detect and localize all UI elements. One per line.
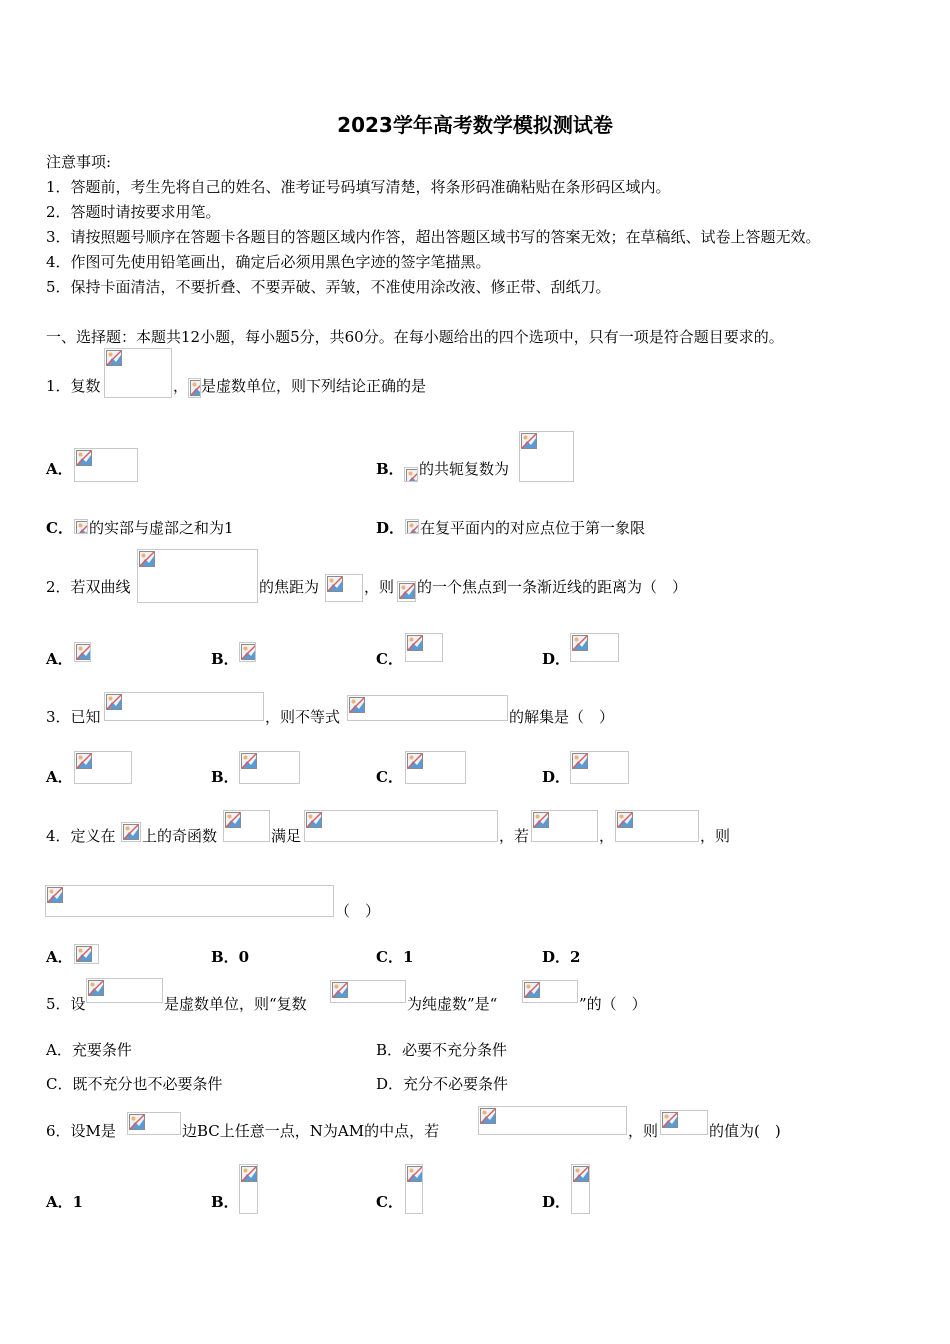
q3-text: 3．已知 [46,708,101,726]
broken-image-icon [139,551,155,567]
formula-image [74,751,132,784]
option-b-label: B． [211,768,239,786]
option-a-label: A． [46,768,73,786]
formula-image [570,751,629,784]
q6-text: 边BC上任意一点，N为AM的中点，若 [182,1122,440,1140]
option-b-label: B． [211,650,239,668]
formula-image [571,1164,590,1214]
formula-image [660,1110,708,1135]
option-a-label: A． [46,948,73,966]
broken-image-icon [349,697,365,713]
broken-image-icon [306,812,322,828]
q2-text: ，则 [364,578,395,596]
notice-heading: 注意事项: [46,153,112,171]
section-heading: 一、选择题：本题共12小题，每小题5分，共60分。在每小题给出的四个选项中，只有一项是符合题目要求的。 [46,328,784,346]
formula-image [325,574,363,602]
option-d-label: D． [376,519,405,537]
broken-image-icon [241,753,257,769]
option-b: B．必要不充分条件 [376,1041,508,1059]
option-b-label: B． [376,460,404,478]
broken-image-icon [573,1166,589,1182]
q4-text: 4．定义在 [46,827,116,845]
formula-image [405,633,443,662]
q3-text: 的解集是（ ） [509,708,615,726]
broken-image-icon [190,380,201,396]
option-d: D．充分不必要条件 [376,1075,509,1093]
option-a-label: A． [46,460,73,478]
broken-image-icon [406,469,418,482]
broken-image-icon [521,433,537,449]
broken-image-icon [123,824,139,840]
broken-image-icon [399,583,415,599]
q4-text: ， [599,827,615,845]
formula-image [522,980,578,1003]
formula-image [304,810,498,842]
formula-image [127,1112,181,1135]
q5-text: 5．设 [46,995,86,1013]
formula-image [86,978,163,1003]
broken-image-icon [76,450,92,466]
broken-image-icon [76,644,91,660]
formula-image [104,692,264,721]
broken-image-icon [241,1166,257,1182]
broken-image-icon [327,576,343,592]
option-a-label: A． [46,650,73,668]
formula-image [74,448,138,482]
formula-image [121,822,141,842]
broken-image-icon [88,980,104,996]
q2-text: 的一个焦点到一条渐近线的距离为（ ） [417,578,688,596]
q5-text: 为纯虚数”是“ [407,995,498,1013]
formula-image [74,944,99,964]
formula-image [330,980,406,1003]
q4-text: ，若 [499,827,530,845]
formula-image [404,467,418,482]
option-b-label: B． [211,1193,239,1211]
option-c: C．既不充分也不必要条件 [46,1075,223,1093]
option-d: D．2 [542,948,581,966]
q2-text: 2．若双曲线 [46,578,131,596]
formula-image [239,1164,258,1214]
q4-text: 满足 [271,827,302,845]
formula-image [405,1164,423,1214]
q3-text: ，则不等式 [265,708,341,726]
option-b-text: 的共轭复数为 [419,460,510,478]
broken-image-icon [572,753,588,769]
broken-image-icon [662,1112,678,1128]
option-d-label: D． [542,1193,571,1211]
option-d-label: D． [542,650,571,668]
option-c-label: C． [376,1193,403,1211]
q1-text: 1．复数 [46,377,101,395]
broken-image-icon [76,521,88,534]
q4-text: 上的奇函数 [142,827,218,845]
formula-image [397,581,416,602]
broken-image-icon [524,982,540,998]
broken-image-icon [106,694,122,710]
broken-image-icon [407,521,419,534]
option-c-label: C． [376,650,403,668]
option-a: A．充要条件 [46,1041,132,1059]
formula-image [45,885,334,917]
broken-image-icon [480,1108,496,1124]
q6-text: 的值为( ) [709,1122,781,1140]
broken-image-icon [225,812,241,828]
formula-image [531,810,598,842]
q5-text: ”的（ ） [579,995,647,1013]
formula-image [188,378,201,398]
broken-image-icon [407,1166,423,1182]
option-c: C．1 [376,948,414,966]
notice-item: 5．保持卡面清洁，不要折叠、不要弄破、弄皱，不准使用涂改液、修正带、刮纸刀。 [46,278,611,296]
formula-image [239,642,256,662]
option-c-label: C． [376,768,403,786]
broken-image-icon [533,812,549,828]
formula-image [347,695,508,721]
broken-image-icon [129,1114,145,1130]
broken-image-icon [407,635,423,651]
q1-text: ， [173,377,189,395]
option-d-text: 在复平面内的对应点位于第一象限 [420,519,646,537]
option-c-text: 的实部与虚部之和为1 [89,519,234,537]
formula-image [74,642,91,662]
q4-text: ，则 [700,827,731,845]
formula-image [615,810,699,842]
option-c-label: C． [46,519,73,537]
formula-image [405,519,419,534]
formula-image [519,431,574,482]
broken-image-icon [47,887,63,903]
notice-item: 4．作图可先使用铅笔画出，确定后必须用黑色字迹的签字笔描黑。 [46,253,491,271]
q6-text: 6．设M是 [46,1122,116,1140]
broken-image-icon [76,753,92,769]
formula-image [223,810,270,842]
notice-item: 2．答题时请按要求用笔。 [46,203,221,221]
formula-image [405,751,466,784]
formula-image [104,348,172,398]
notice-item: 3．请按照题号顺序在答题卡各题目的答题区域内作答，超出答题区域书写的答案无效；在草稿纸、试卷上答题无效。 [46,228,821,246]
option-a: A．1 [46,1193,84,1211]
formula-image [239,751,300,784]
broken-image-icon [76,946,92,962]
q1-text: 是虚数单位，则下列结论正确的是 [201,377,427,395]
page-title: 2023学年高考数学模拟测试卷 [337,113,613,137]
q4-text: （ ） [335,902,381,920]
formula-image [570,633,619,662]
broken-image-icon [617,812,633,828]
broken-image-icon [572,635,588,651]
broken-image-icon [332,982,348,998]
notice-item: 1．答题前，考生先将自己的姓名、准考证号码填写清楚，将条形码准确粘贴在条形码区域内。 [46,178,671,196]
broken-image-icon [106,350,122,366]
q2-text: 的焦距为 [259,578,320,596]
q5-text: 是虚数单位，则“复数 [164,995,307,1013]
option-d-label: D． [542,768,571,786]
q6-text: ，则 [628,1122,659,1140]
broken-image-icon [407,753,423,769]
formula-image [74,519,88,534]
formula-image [478,1106,627,1135]
option-b: B．0 [211,948,250,966]
broken-image-icon [241,644,256,660]
formula-image [137,549,258,603]
